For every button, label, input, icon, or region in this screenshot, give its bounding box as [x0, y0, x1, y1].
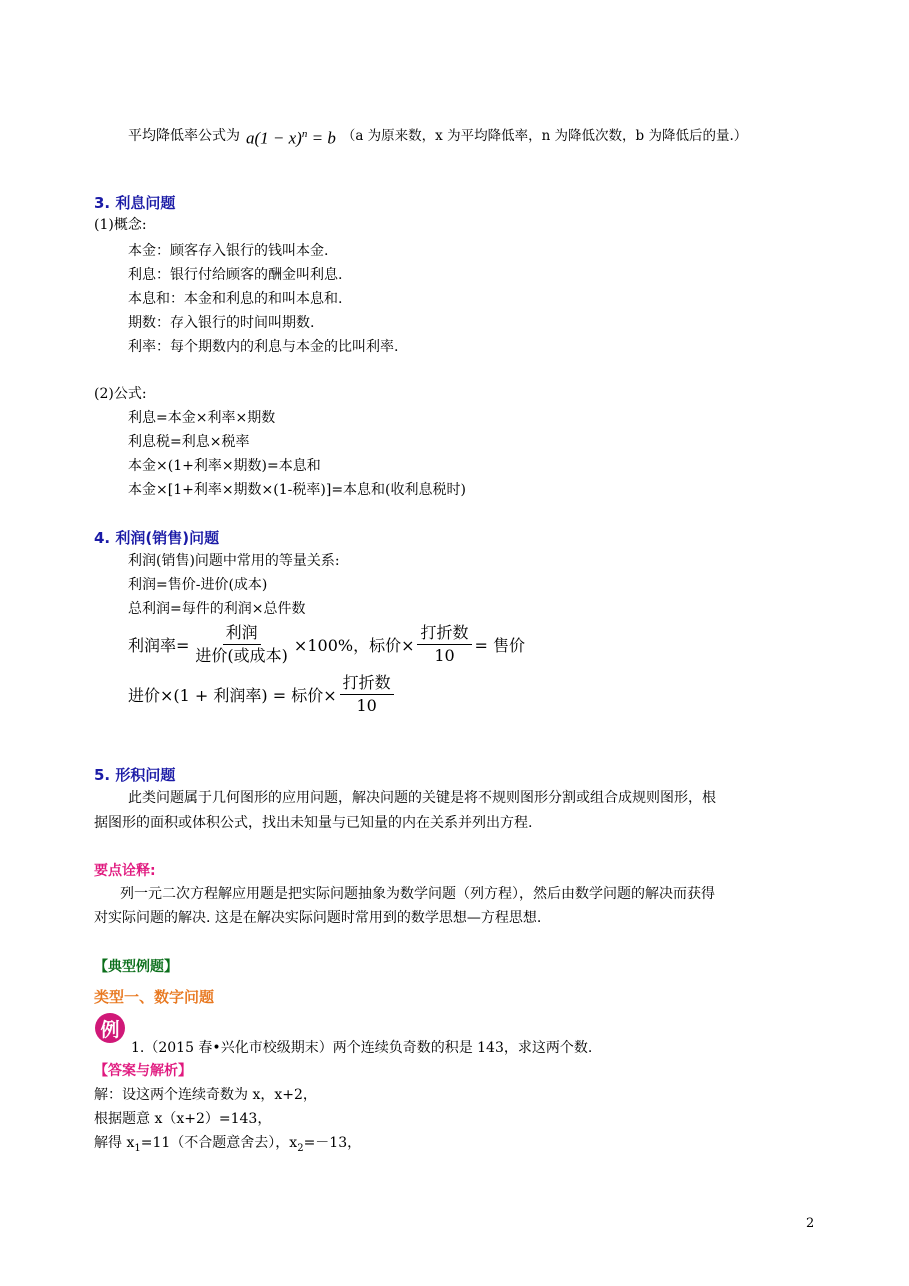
concept-item: 利率：每个期数内的利息与本金的比叫利率.: [128, 339, 399, 355]
section-4-title: 4. 利润(销售)问题: [94, 529, 220, 547]
formula-item: 利息=本金×利率×期数: [128, 410, 276, 426]
example-badge-icon: [95, 1013, 125, 1043]
formula-note: （a 为原来数，x 为平均降低率，n 为降低次数，b 为降低后的量.）: [341, 128, 748, 145]
answer-title: 【答案与解析】: [94, 1063, 192, 1079]
profit-rate-formula: [128, 622, 525, 667]
formula-rhs: = b: [307, 128, 336, 148]
section-3-subhead-1: (1)概念:: [94, 217, 147, 233]
fraction-numerator: 打折数: [340, 672, 394, 695]
decrease-formula: [246, 124, 336, 149]
fraction-numerator: 利润: [223, 622, 261, 645]
section-3-subhead-2: (2)公式:: [94, 386, 147, 402]
solution-text: =－13，: [303, 1135, 362, 1151]
paragraph-line: 对实际问题的解决. 这是在解决实际问题时常用到的数学思想—方程思想.: [94, 910, 542, 926]
solution-text: =11（不合题意舍去），x: [140, 1135, 298, 1151]
profit-line: 总利润=每件的利润×总件数: [128, 601, 306, 617]
concept-item: 利息：银行付给顾客的酬金叫利息.: [128, 267, 343, 283]
profit-line: 利润=售价-进价(成本): [128, 577, 268, 593]
formula-item: 本金×[1+利率×期数×(1-税率)]=本息和(收利息税时): [128, 482, 466, 498]
paragraph-line: 此类问题属于几何图形的应用问题，解决问题的关键是将不规则图形分割或组合成规则图形，根: [128, 790, 716, 806]
section-3-title: 3. 利息问题: [94, 194, 176, 212]
profit-rate-lhs: 利润率=: [128, 636, 190, 655]
page-number: 2: [806, 1216, 815, 1231]
concept-item: 本息和：本金和利息的和叫本息和.: [128, 291, 343, 307]
fraction-denominator: 进价(或成本): [195, 646, 288, 665]
paragraph-line: 列一元二次方程解应用题是把实际问题抽象为数学问题（列方程），然后由数学问题的解决而获得: [120, 886, 715, 902]
subscript: 2: [297, 1142, 304, 1154]
profit-rate-rhs: = 售价: [474, 636, 525, 655]
fraction-numerator: 打折数: [417, 622, 471, 645]
type-1-title: 类型一、数字问题: [94, 988, 215, 1006]
solution-line: 根据题意 x（x+2）=143，: [94, 1111, 272, 1127]
fraction-denominator: 10: [356, 696, 377, 715]
profit-rate-fraction: [192, 622, 291, 667]
profit-line: 利润(销售)问题中常用的等量关系:: [128, 553, 340, 569]
key-points-title: 要点诠释:: [94, 863, 156, 879]
discount-fraction: [340, 672, 394, 717]
solution-line: 解：设这两个连续奇数为 x，x+2，: [94, 1087, 317, 1103]
formula-item: 本金×(1+利率×期数)=本息和: [128, 458, 321, 474]
subscript: 1: [134, 1142, 141, 1154]
profit-rate-mid: ×100%，标价×: [293, 636, 415, 655]
cost-price-formula: [128, 672, 397, 717]
solution-text: 解得 x: [94, 1135, 135, 1151]
section-5-title: 5. 形积问题: [94, 766, 176, 784]
cost-price-lhs: 进价×(1 + 利润率) = 标价×: [128, 686, 337, 705]
paragraph-line: 据图形的面积或体积公式，找出未知量与已知量的内在关系并列出方程.: [94, 815, 533, 831]
badge-label: 例: [100, 1018, 120, 1041]
discount-fraction: [417, 622, 471, 667]
examples-title: 【典型例题】: [94, 959, 178, 975]
average-decrease-line: [128, 124, 747, 149]
formula-prefix: 平均降低率公式为: [128, 128, 240, 145]
formula-item: 利息税=利息×税率: [128, 434, 250, 450]
example-question: 1.（2015 春•兴化市校级期末）两个连续负奇数的积是 143，求这两个数.: [131, 1040, 593, 1056]
formula-base: a(1 − x): [246, 128, 302, 148]
solution-line: [94, 1133, 361, 1159]
fraction-denominator: 10: [434, 646, 455, 665]
formula-exponent: n: [301, 128, 308, 140]
concept-item: 本金：顾客存入银行的钱叫本金.: [128, 243, 329, 259]
concept-item: 期数：存入银行的时间叫期数.: [128, 315, 315, 331]
